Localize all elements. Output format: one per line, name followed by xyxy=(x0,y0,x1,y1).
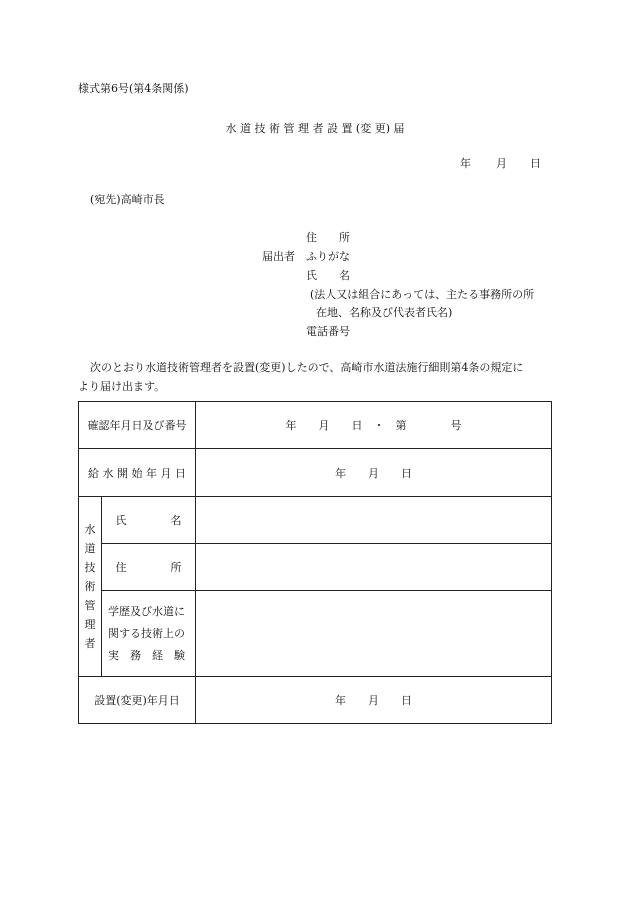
manager-char: 理 xyxy=(84,618,96,631)
manager-char: 技 xyxy=(84,561,96,574)
manager-char: 者 xyxy=(84,637,96,650)
applicant-corp-note-2: 在地、名称及び代表者氏名) xyxy=(316,306,453,319)
addressee: (宛先)高崎市長 xyxy=(90,193,165,206)
row-supply xyxy=(79,449,552,497)
applicant-section-label: 届出者 xyxy=(262,250,295,263)
applicant-phone-label: 電話番号 xyxy=(306,325,350,338)
installed-label: 設置(変更)年月日 xyxy=(79,677,196,724)
applicant-address-label: 住 所 xyxy=(306,231,350,244)
date-year-label: 年 xyxy=(460,157,471,170)
manager-name-field[interactable] xyxy=(196,497,552,544)
date-day-label: 日 xyxy=(530,157,541,170)
supply-label: 給 水 開 始 年 月 日 xyxy=(79,449,196,497)
form-number: 様式第6号(第4条関係) xyxy=(78,82,189,95)
experience-label-line3: 実 務 経 験 xyxy=(108,648,185,662)
installed-value[interactable]: 年 月 日 xyxy=(196,677,552,724)
applicant-corp-note-1: (法人又は組合にあっては、主たる事務所の所 xyxy=(310,288,535,301)
manager-address-field[interactable] xyxy=(196,544,552,591)
body-text-line2: より届け出ます。 xyxy=(78,380,166,393)
manager-group-label xyxy=(79,497,102,677)
form-title: 水 道 技 術 管 理 者 設 置 (変 更) 届 xyxy=(225,122,405,135)
manager-address-label: 住 所 xyxy=(102,544,196,591)
experience-label-line2: 関する技術上の xyxy=(108,626,185,640)
notification-table xyxy=(78,401,552,724)
manager-char: 道 xyxy=(84,542,96,555)
date-month-label: 月 xyxy=(496,157,507,170)
row-confirm xyxy=(79,402,552,449)
applicant-furigana-label: ふりがな xyxy=(306,250,350,263)
confirm-label: 確認年月日及び番号 xyxy=(79,402,196,449)
confirm-value[interactable]: 年 月 日 ・ 第 号 xyxy=(196,402,552,449)
row-installed xyxy=(79,677,552,724)
manager-char: 管 xyxy=(84,599,96,612)
applicant-name-label: 氏 名 xyxy=(306,269,350,282)
manager-char: 水 xyxy=(84,523,96,536)
experience-field[interactable] xyxy=(196,591,552,677)
experience-label xyxy=(102,591,196,677)
row-manager-name xyxy=(79,497,552,544)
experience-label-line1: 学歴及び水道に xyxy=(108,604,185,618)
body-text-line1: 次のとおり水道技術管理者を設置(変更)したので、高崎市水道法施行細則第4条の規定に xyxy=(90,361,524,374)
row-manager-address xyxy=(79,544,552,591)
manager-char: 術 xyxy=(84,580,96,593)
supply-value[interactable]: 年 月 日 xyxy=(196,449,552,497)
row-experience xyxy=(79,591,552,677)
manager-name-label: 氏 名 xyxy=(102,497,196,544)
